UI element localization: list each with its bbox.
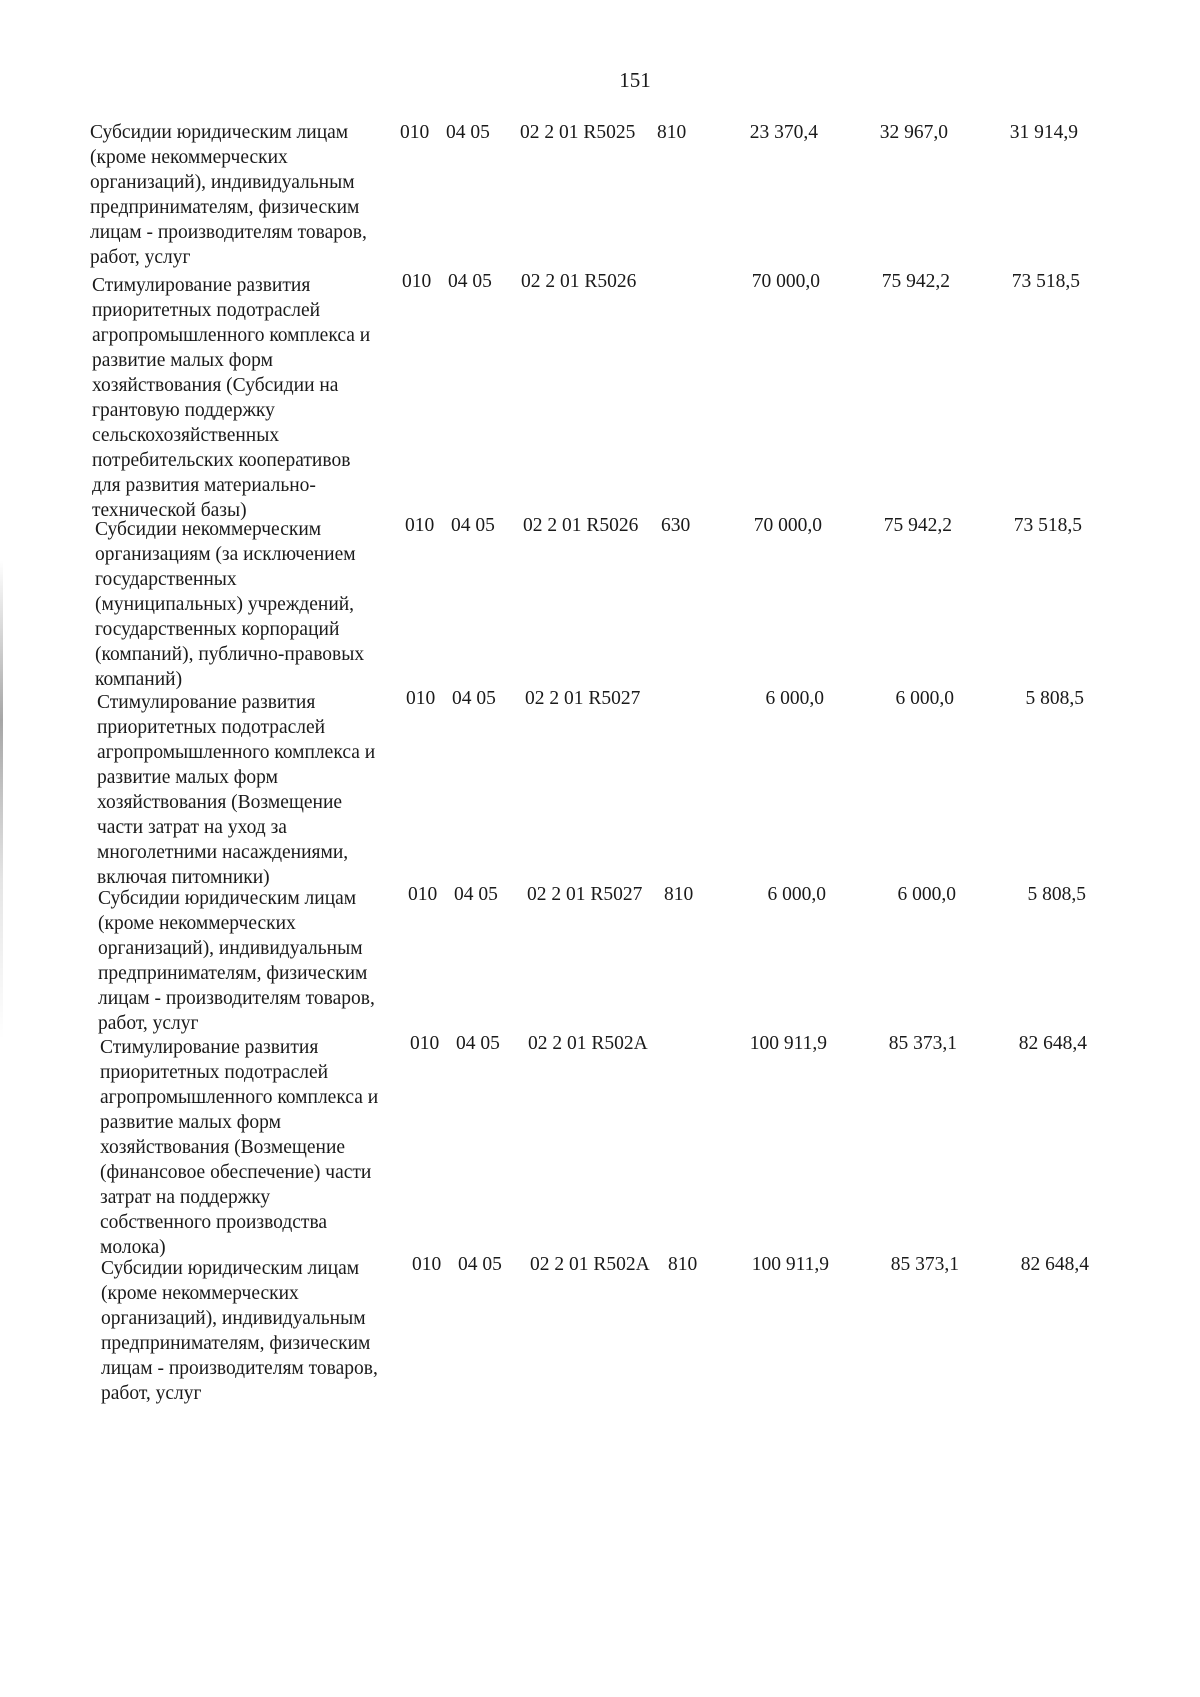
ministry-code: 010 [406,688,436,709]
target-article-code: 02 2 01 R502A [530,1254,650,1275]
ministry-code: 010 [410,1033,440,1054]
row-description: Стимулирование развития приоритетных подотраслей агропромышленного комплекса и развитие малых форм хозяйствования (Возмещение части затрат на уход за многолетними насаждениями, включая питомники) [97,692,376,888]
amount-year-3: 73 518,5 [1011,271,1080,292]
amount-year-3: 82 648,4 [1018,1033,1087,1054]
section-code: 04 05 [451,515,495,536]
target-article-code: 02 2 01 R5026 [523,515,639,536]
amount-year-3: 82 648,4 [1020,1254,1089,1275]
section-code: 04 05 [456,1033,500,1054]
target-article-code: 02 2 01 R5025 [520,122,636,143]
amount-year-3: 31 914,9 [1009,122,1078,143]
amount-year-3: 5 808,5 [1025,688,1084,709]
amount-year-1: 70 000,0 [751,271,820,292]
target-article-code: 02 2 01 R5026 [521,271,637,292]
expense-type-code: 810 [657,122,687,143]
row-description: Субсидии юридическим лицам (кроме некоммерческих организаций), индивидуальным предпринимателям, физическим лицам - производителям товаров, работ, услуг [101,1258,378,1404]
amount-year-2: 75 942,2 [883,515,952,536]
amount-year-1: 6 000,0 [765,688,824,709]
expense-type-code: 630 [661,515,691,536]
ministry-code: 010 [412,1254,442,1275]
amount-year-3: 5 808,5 [1027,884,1086,905]
section-code: 04 05 [452,688,496,709]
ministry-code: 010 [405,515,435,536]
row-description: Субсидии юридическим лицам (кроме некоммерческих организаций), индивидуальным предпринимателям, физическим лицам - производителям товаров, работ, услуг [90,122,367,268]
section-code: 04 05 [446,122,490,143]
expense-type-code: 810 [668,1254,698,1275]
amount-year-1: 70 000,0 [753,515,822,536]
row-description: Субсидии некоммерческим организациям (за исключением государственных (муниципальных) учреждений, государственных корпораций (компаний), публично-правовых компаний) [95,519,365,690]
amount-year-2: 32 967,0 [879,122,948,143]
scan-edge-artifact [0,560,3,1040]
expense-type-code: 810 [664,884,694,905]
amount-year-2: 6 000,0 [895,688,954,709]
page-number: 151 [619,68,651,92]
amount-year-2: 85 373,1 [890,1254,959,1275]
amount-year-1: 6 000,0 [767,884,826,905]
row-description: Субсидии юридическим лицам (кроме некоммерческих организаций), индивидуальным предпринимателям, физическим лицам - производителям товаров, работ, услуг [98,888,375,1034]
amount-year-2: 85 373,1 [888,1033,957,1054]
ministry-code: 010 [402,271,432,292]
row-description: Стимулирование развития приоритетных подотраслей агропромышленного комплекса и развитие малых форм хозяйствования (Субсидии на грантовую поддержку сельскохозяйственных потребительских кооперативов для развития материально- технической базы) [92,275,371,521]
amount-year-2: 75 942,2 [881,271,950,292]
section-code: 04 05 [448,271,492,292]
amount-year-1: 100 911,9 [749,1033,827,1054]
target-article-code: 02 2 01 R5027 [525,688,641,709]
ministry-code: 010 [408,884,438,905]
amount-year-3: 73 518,5 [1013,515,1082,536]
amount-year-1: 100 911,9 [751,1254,829,1275]
ministry-code: 010 [400,122,430,143]
amount-year-2: 6 000,0 [897,884,956,905]
section-code: 04 05 [454,884,498,905]
section-code: 04 05 [458,1254,502,1275]
target-article-code: 02 2 01 R5027 [527,884,643,905]
amount-year-1: 23 370,4 [749,122,818,143]
target-article-code: 02 2 01 R502A [528,1033,648,1054]
row-description: Стимулирование развития приоритетных подотраслей агропромышленного комплекса и развитие малых форм хозяйствования (Возмещение (финансовое обеспечение) части затрат на поддержку собственного производства молока) [100,1037,379,1258]
